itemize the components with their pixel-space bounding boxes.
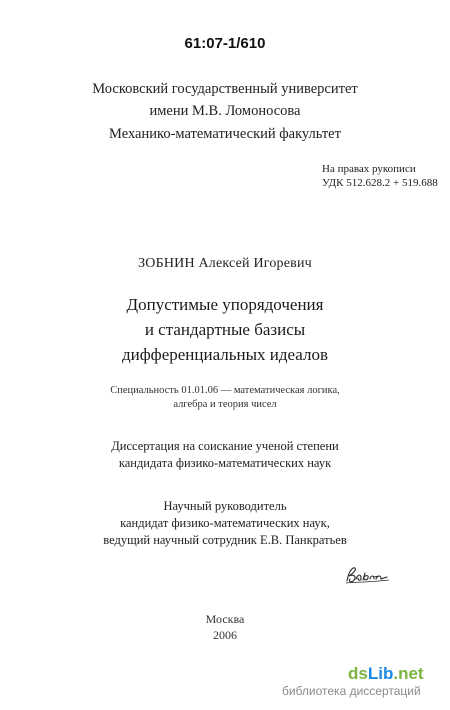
dslib-logo: dsLib.net bbox=[348, 664, 424, 683]
author-name: ЗОБНИН Алексей Игоревич bbox=[138, 256, 312, 271]
udc-code: УДК 512.628.2 + 519.688 bbox=[322, 177, 438, 189]
thesis-title-line-3: дифференциальных идеалов bbox=[122, 345, 328, 364]
thesis-title-line-2: и стандартные базисы bbox=[144, 320, 306, 339]
publication-year: 2006 bbox=[213, 628, 237, 642]
watermark-subtitle: библиотека диссертаций bbox=[282, 684, 421, 698]
supervisor-degree: кандидат физико-математических наук, bbox=[120, 516, 330, 530]
archive-code: 61:07-1/610 bbox=[184, 35, 266, 52]
faculty-name: Механико-математический факультет bbox=[109, 126, 341, 142]
dissertation-purpose-line-1: Диссертация на соискание ученой степени bbox=[111, 439, 339, 453]
dissertation-purpose-line-2: кандидата физико-математических наук bbox=[118, 456, 332, 470]
supervisor-position: ведущий научный сотрудник Е.В. Панкратьев bbox=[103, 533, 347, 547]
thesis-title-line-1: Допустимые упорядочения bbox=[126, 295, 324, 314]
publication-city: Москва bbox=[205, 612, 245, 626]
specialty-line-2: алгебра и теория чисел bbox=[173, 399, 277, 410]
supervisor-heading: Научный руководитель bbox=[163, 499, 287, 513]
university-name: Московский государственный университет bbox=[92, 81, 358, 97]
manuscript-rights: На правах рукописи bbox=[322, 163, 416, 175]
specialty-line-1: Специальность 01.01.06 — математическая логика, bbox=[110, 385, 340, 396]
handwritten-signature bbox=[343, 564, 391, 586]
university-named-after: имени М.В. Ломоносова bbox=[149, 103, 301, 119]
